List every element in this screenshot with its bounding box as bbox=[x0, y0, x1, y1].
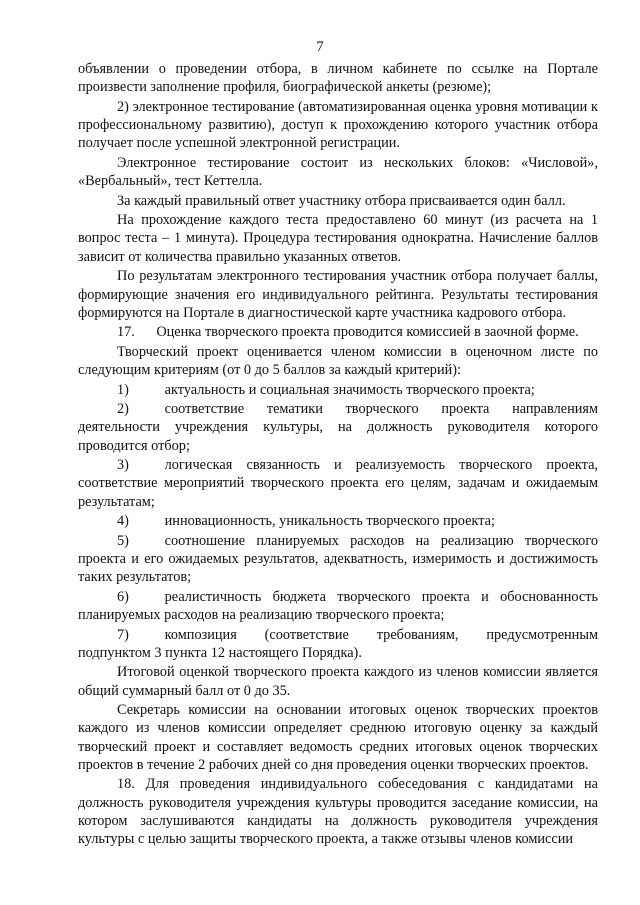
paragraph: 3) логическая связанность и реализуемость творческого проекта, соответствие мероприятий творческого проекта его целям, задачам и ожидаемым результатам; bbox=[78, 457, 598, 510]
paragraph: 2) электронное тестирование (автоматизированная оценка уровня мотивации к профессиональному развитию), доступ к прохождению которого участник отбора получает после успешной электронной регистрации. bbox=[78, 98, 598, 152]
paragraph: 1) актуальность и социальная значимость творческого проекта; bbox=[117, 381, 535, 398]
paragraph: Итоговой оценкой творческого проекта каждого из членов комиссии является общий суммарный балл от 0 до 35. bbox=[78, 664, 598, 699]
page-number: 7 bbox=[316, 39, 324, 55]
paragraph: 17. Оценка творческого проекта проводится комиссией в заочной форме. bbox=[117, 324, 579, 341]
paragraph: По результатам электронного тестирования участник отбора получает баллы, формирующие значения его индивидуального рейтинга. Результаты тестирования формируются на Портале в диагностической карте участника кадрового отбора. bbox=[78, 268, 598, 321]
paragraph: 6) реалистичность бюджета творческого проекта и обоснованность планируемых расходов на реализацию творческого проекта; bbox=[78, 588, 598, 624]
paragraph: За каждый правильный ответ участнику отбора присваивается один балл. bbox=[117, 192, 566, 209]
paragraph: Творческий проект оценивается членом комиссии в оценочном листе по следующим критериям (от 0 до 5 баллов за каждый критерий): bbox=[78, 343, 598, 379]
paragraph: На прохождение каждого теста предоставлено 60 минут (из расчета на 1 вопрос теста – 1 минута). Процедура тестирования однократна. Начисление баллов зависит от количества правильно указанных ответов. bbox=[78, 212, 598, 265]
paragraph: Секретарь комиссии на основании итоговых оценок творческих проектов каждого из членов комиссии определяет среднюю итоговую оценку за каждый творческий проект и составляет ведомость средних итоговых оценок творческих проектов в течение 2 рабочих дней со дня проведения оценки творческих проектов. bbox=[78, 702, 598, 773]
paragraph: объявлении о проведении отбора, в личном кабинете по ссылке на Портале произвести заполнение профиля, биографической анкеты (резюме); bbox=[78, 61, 598, 96]
paragraph: 7) композиция (соответствие требованиям, предусмотренным подпунктом 3 пункта 12 настоящего Порядка). bbox=[78, 626, 598, 661]
document-body bbox=[78, 60, 598, 850]
paragraph: 4) инновационность, уникальность творческого проекта; bbox=[117, 513, 495, 530]
paragraph: 18. Для проведения индивидуального собеседования с кандидатами на должность руководителя учреждения культуры проводится заседание комиссии, на котором заслушиваются кандидаты на должность руководителя учреждения культуры с целью защиты творческого проекта, а также отзывы членов комиссии bbox=[78, 776, 598, 848]
paragraph: 5) соотношение планируемых расходов на реализацию творческого проекта и его ожидаемых результатов, адекватность, измеримость и достижимость таких результатов; bbox=[78, 532, 598, 586]
paragraph: Электронное тестирование состоит из нескольких блоков: «Числовой», «Вербальный», тест Кеттелла. bbox=[78, 154, 598, 190]
paragraph: 2) соответствие тематики творческого проекта направлениям деятельности учреждения культуры, на должность руководителя которого проводится отбор; bbox=[78, 401, 598, 454]
